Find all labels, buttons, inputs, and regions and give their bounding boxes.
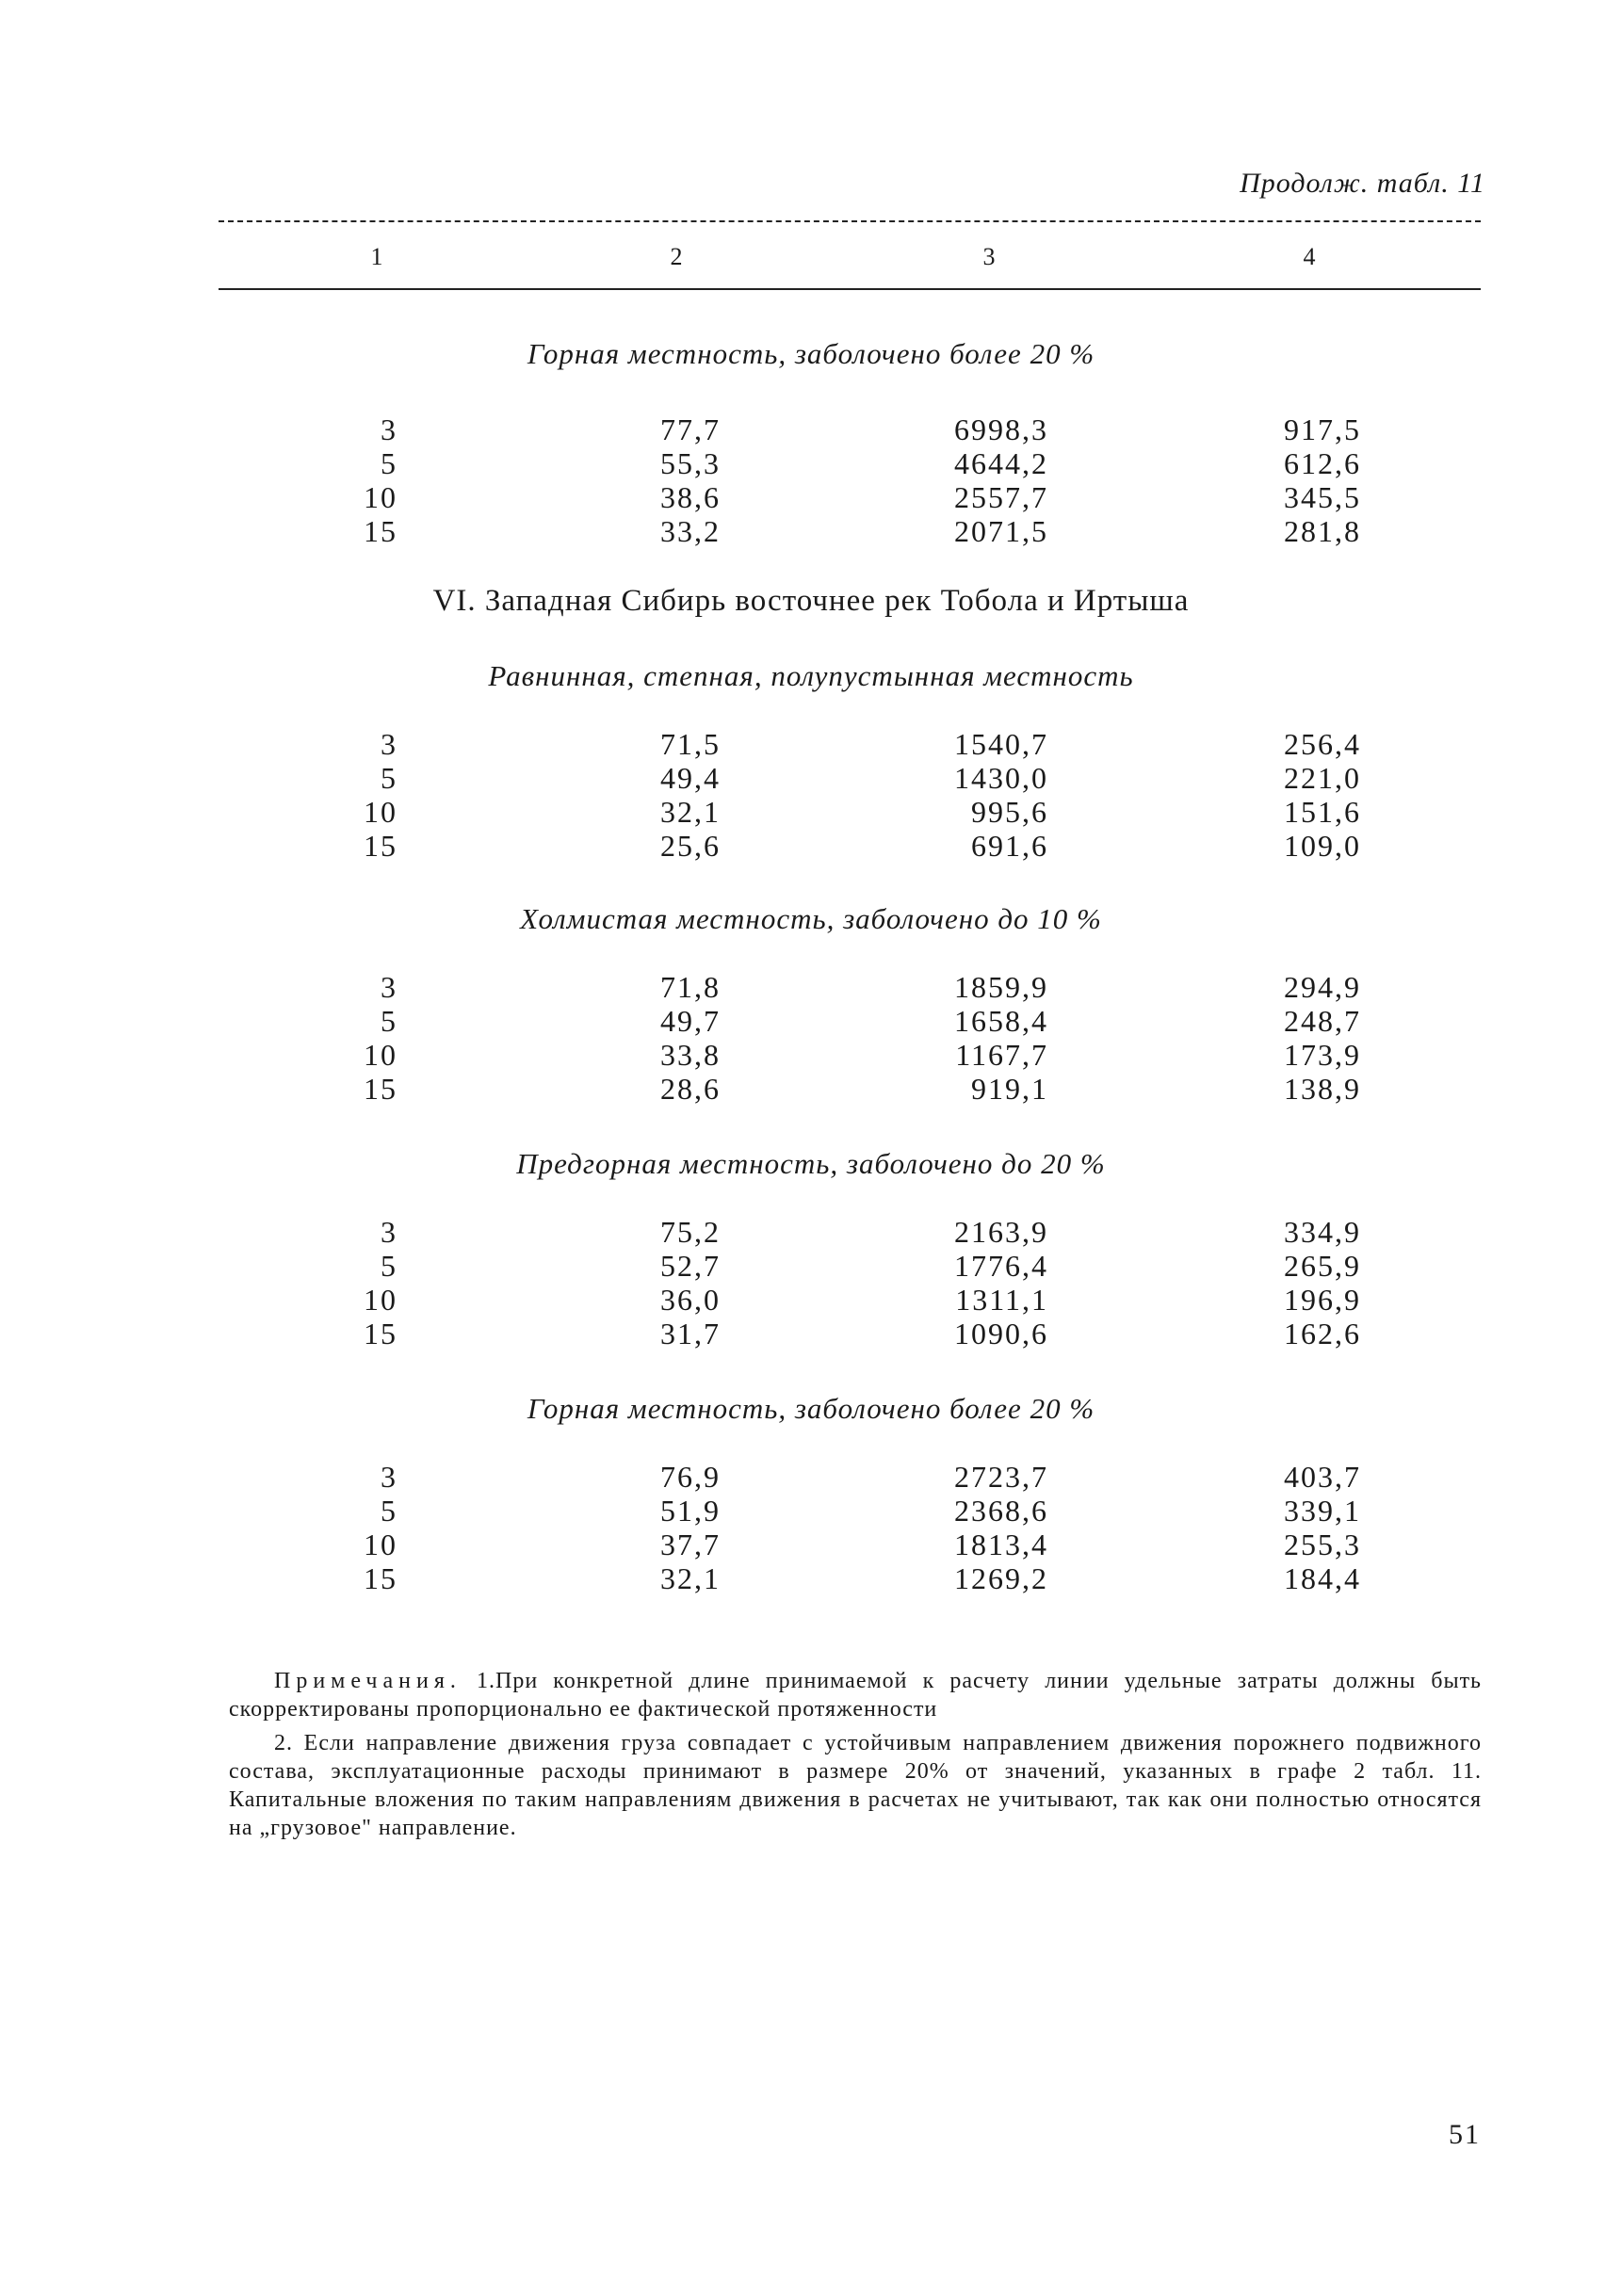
table-cell: 2557,7 xyxy=(954,480,1048,514)
table-row xyxy=(0,1561,1622,1597)
table-cell: 612,6 xyxy=(1284,446,1361,480)
table-cell: 1269,2 xyxy=(954,1561,1048,1595)
table-cell: 109,0 xyxy=(1284,829,1361,863)
table-row xyxy=(0,1038,1622,1074)
table-cell: 3 xyxy=(381,727,397,761)
table-cell: 37,7 xyxy=(660,1528,721,1561)
column-header-3: 3 xyxy=(982,243,996,270)
table-cell: 71,8 xyxy=(660,970,721,1004)
table-row xyxy=(0,1004,1622,1040)
table-cell: 51,9 xyxy=(660,1494,721,1528)
table-cell: 71,5 xyxy=(660,727,721,761)
table-cell: 255,3 xyxy=(1284,1528,1361,1561)
table-cell: 1813,4 xyxy=(954,1528,1048,1561)
table-cell: 1658,4 xyxy=(954,1004,1048,1038)
column-header-1: 1 xyxy=(370,243,383,270)
table-cell: 334,9 xyxy=(1284,1215,1361,1249)
table-cell: 248,7 xyxy=(1284,1004,1361,1038)
section-title-ravninnaya: Равнинная, степная, полупустынная местность xyxy=(488,659,1134,692)
table-cell: 15 xyxy=(364,514,397,548)
table-cell: 4644,2 xyxy=(954,446,1048,480)
table-cell: 2368,6 xyxy=(954,1494,1048,1528)
table-cell: 265,9 xyxy=(1284,1249,1361,1283)
table-row xyxy=(0,1528,1622,1563)
table-cell: 5 xyxy=(381,1004,397,1038)
table-cell: 281,8 xyxy=(1284,514,1361,548)
table-cell: 184,4 xyxy=(1284,1561,1361,1595)
notes-lead: Примечания. xyxy=(274,1669,462,1693)
table-cell: 5 xyxy=(381,1494,397,1528)
table-cell: 294,9 xyxy=(1284,970,1361,1004)
table-cell: 256,4 xyxy=(1284,727,1361,761)
table-cell: 15 xyxy=(364,829,397,863)
table-row xyxy=(0,514,1622,550)
table-cell: 691,6 xyxy=(971,829,1048,863)
table-row xyxy=(0,970,1622,1006)
table-cell: 1540,7 xyxy=(954,727,1048,761)
table-cell: 1090,6 xyxy=(954,1317,1048,1350)
table-cell: 15 xyxy=(364,1072,397,1106)
table-header-bottom-rule xyxy=(219,288,1481,290)
table-cell: 173,9 xyxy=(1284,1038,1361,1072)
section-title-holmistaya: Холмистая местность, заболочено до 10 % xyxy=(520,902,1102,935)
table-row xyxy=(0,1072,1622,1108)
table-cell: 3 xyxy=(381,1215,397,1249)
table-cell: 36,0 xyxy=(660,1283,721,1317)
table-cell: 28,6 xyxy=(660,1072,721,1106)
table-cell: 3 xyxy=(381,1460,397,1494)
section-title-predgornaya: Предгорная местность, заболочено до 20 % xyxy=(516,1147,1106,1180)
table-cell: 1859,9 xyxy=(954,970,1048,1004)
table-cell: 3 xyxy=(381,970,397,1004)
table-cell: 25,6 xyxy=(660,829,721,863)
table-cell: 6998,3 xyxy=(954,412,1048,446)
table-cell: 10 xyxy=(364,795,397,829)
table-cell: 49,4 xyxy=(660,761,721,795)
table-row xyxy=(0,795,1622,831)
table-cell: 2071,5 xyxy=(954,514,1048,548)
table-cell: 151,6 xyxy=(1284,795,1361,829)
table-row xyxy=(0,1283,1622,1318)
table-cell: 995,6 xyxy=(971,795,1048,829)
table-cell: 76,9 xyxy=(660,1460,721,1494)
table-row xyxy=(0,1249,1622,1285)
table-cell: 3 xyxy=(381,412,397,446)
table-cell: 10 xyxy=(364,480,397,514)
table-cell: 75,2 xyxy=(660,1215,721,1249)
table-cell: 1167,7 xyxy=(955,1038,1048,1072)
table-cell: 55,3 xyxy=(660,446,721,480)
column-header-4: 4 xyxy=(1303,243,1316,270)
table-cell: 345,5 xyxy=(1284,480,1361,514)
table-cell: 339,1 xyxy=(1284,1494,1361,1528)
table-row xyxy=(0,1494,1622,1529)
region-title: VI. Западная Сибирь восточнее рек Тобола и Иртыша xyxy=(432,584,1190,618)
table-cell: 77,7 xyxy=(660,412,721,446)
table-cell: 2723,7 xyxy=(954,1460,1048,1494)
column-header-2: 2 xyxy=(670,243,683,270)
notes-block xyxy=(229,1667,1482,1848)
table-row xyxy=(0,1317,1622,1352)
table-row xyxy=(0,1215,1622,1251)
table-header-top-rule xyxy=(219,220,1481,222)
table-continuation-caption: Продолж. табл. 11 xyxy=(1240,168,1485,199)
table-cell: 196,9 xyxy=(1284,1283,1361,1317)
table-row xyxy=(0,480,1622,516)
table-cell: 138,9 xyxy=(1284,1072,1361,1106)
table-cell: 403,7 xyxy=(1284,1460,1361,1494)
table-cell: 5 xyxy=(381,761,397,795)
table-cell: 38,6 xyxy=(660,480,721,514)
table-cell: 52,7 xyxy=(660,1249,721,1283)
table-cell: 15 xyxy=(364,1317,397,1350)
note-1 xyxy=(229,1667,1482,1723)
section-title-gornaya-2: Горная местность, заболочено более 20 % xyxy=(527,1392,1095,1425)
table-cell: 10 xyxy=(364,1283,397,1317)
table-cell: 15 xyxy=(364,1561,397,1595)
table-cell: 1311,1 xyxy=(955,1283,1048,1317)
note-2: 2. Если направление движения груза совпадает с устойчивым направлением движения порожнего подвижного состава, эксплуатационные расходы принимают в размере 20% от значений, указанных в графе 2 табл. 11. Капитальные вложения по таким направлениям движения в расчетах не учитывают, так как они полностью относятся на „грузовое" направление. xyxy=(229,1731,1482,1840)
table-cell: 5 xyxy=(381,446,397,480)
table-cell: 32,1 xyxy=(660,1561,721,1595)
table-cell: 31,7 xyxy=(660,1317,721,1350)
table-row xyxy=(0,412,1622,448)
table-cell: 5 xyxy=(381,1249,397,1283)
table-cell: 1776,4 xyxy=(954,1249,1048,1283)
table-cell: 10 xyxy=(364,1528,397,1561)
table-cell: 10 xyxy=(364,1038,397,1072)
table-cell: 1430,0 xyxy=(954,761,1048,795)
table-row xyxy=(0,829,1622,865)
table-cell: 32,1 xyxy=(660,795,721,829)
table-row xyxy=(0,761,1622,797)
table-cell: 33,2 xyxy=(660,514,721,548)
table-row xyxy=(0,446,1622,482)
table-cell: 917,5 xyxy=(1284,412,1361,446)
page-number: 51 xyxy=(1449,2119,1481,2150)
table-cell: 33,8 xyxy=(660,1038,721,1072)
table-row xyxy=(0,1460,1622,1496)
table-cell: 2163,9 xyxy=(954,1215,1048,1249)
table-cell: 919,1 xyxy=(971,1072,1048,1106)
table-row xyxy=(0,727,1622,763)
table-cell: 162,6 xyxy=(1284,1317,1361,1350)
section-title-gornaya-1: Горная местность, заболочено более 20 % xyxy=(527,337,1095,370)
note-1-text: 1.При конкретной длине принимаемой к расчету линии удельные затраты должны быть скорректированы пропорционально ее фактической протяженности xyxy=(229,1669,1483,1722)
table-cell: 49,7 xyxy=(660,1004,721,1038)
table-cell: 221,0 xyxy=(1284,761,1361,795)
